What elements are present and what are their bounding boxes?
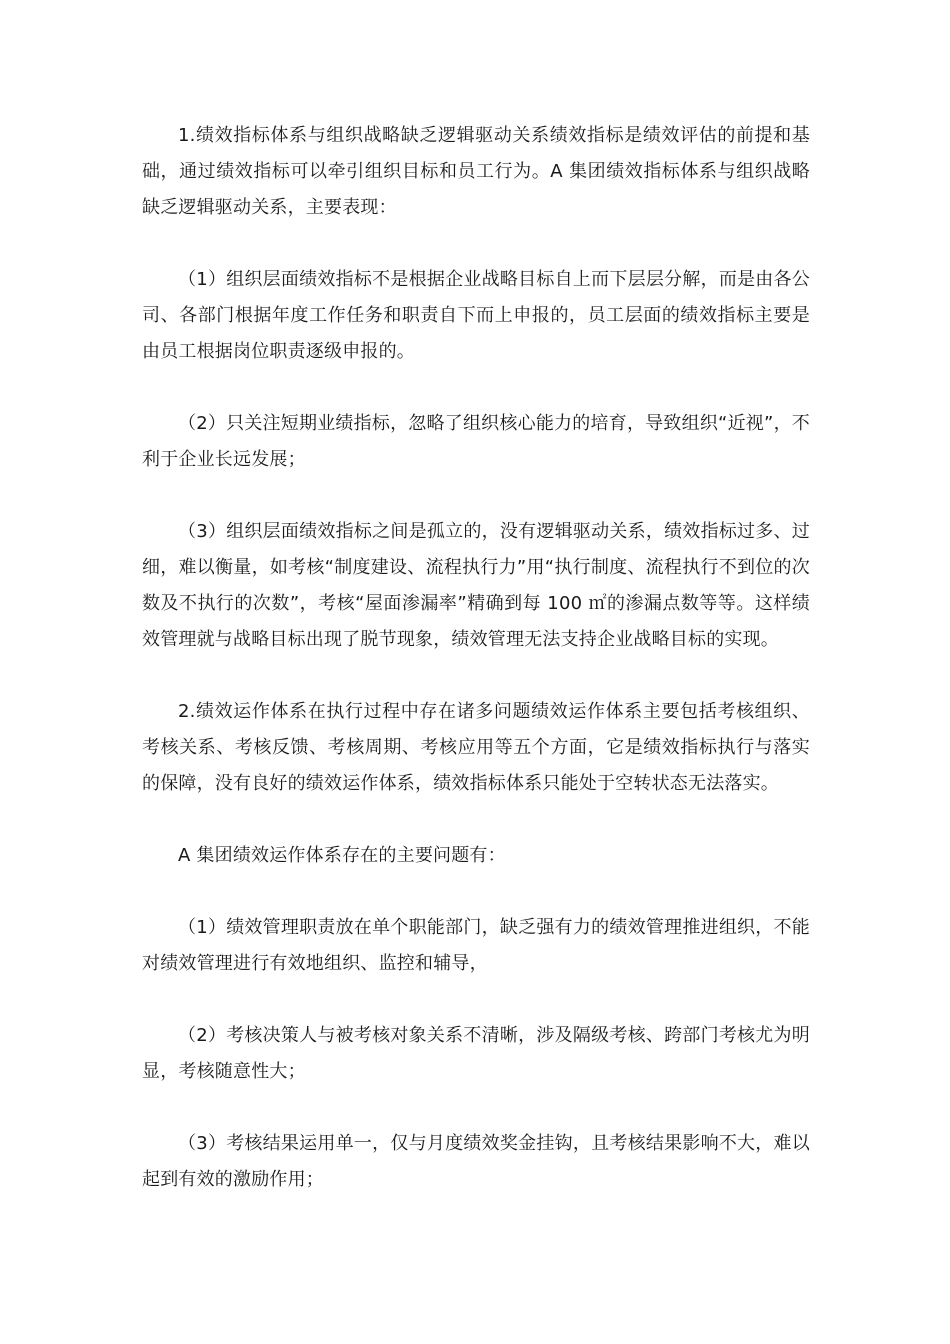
paragraph-2: （1）组织层面绩效指标不是根据企业战略目标自上而下层层分解，而是由各公司、各部门根据年度工作任务和职责自下而上申报的，员工层面的绩效指标主要是由员工根据岗位职责逐级申报的。 <box>142 269 810 362</box>
paragraph-4: （3）组织层面绩效指标之间是孤立的，没有逻辑驱动关系，绩效指标过多、过细，难以衡量，如考核“制度建设、流程执行力”用“执行制度、流程执行不到位的次数及不执行的次数”，考核“屋面渗漏率”精确到每 100 ㎡的渗漏点数等等。这样绩效管理就与战略目标出现了脱节现象，绩效管理无法支持企业战略目标的实现。 <box>142 521 810 650</box>
paragraph-8: （2）考核决策人与被考核对象关系不清晰，涉及隔级考核、跨部门考核尤为明显，考核随意性大； <box>142 1025 810 1082</box>
document-body <box>142 118 810 1234</box>
paragraph-6: A 集团绩效运作体系存在的主要问题有： <box>178 845 506 866</box>
paragraph-9: （3）考核结果运用单一，仅与月度绩效奖金挂钩，且考核结果影响不大，难以起到有效的激励作用； <box>142 1133 810 1190</box>
paragraph-7: （1）绩效管理职责放在单个职能部门，缺乏强有力的绩效管理推进组织，不能对绩效管理进行有效地组织、监控和辅导， <box>142 917 810 974</box>
paragraph-1: 1.绩效指标体系与组织战略缺乏逻辑驱动关系绩效指标是绩效评估的前提和基础，通过绩效指标可以牵引组织目标和员工行为。A 集团绩效指标体系与组织战略缺乏逻辑驱动关系，主要表现： <box>142 125 810 218</box>
paragraph-5: 2.绩效运作体系在执行过程中存在诸多问题绩效运作体系主要包括考核组织、考核关系、考核反馈、考核周期、考核应用等五个方面，它是绩效指标执行与落实的保障，没有良好的绩效运作体系，绩效指标体系只能处于空转状态无法落实。 <box>142 701 810 794</box>
paragraph-3: （2）只关注短期业绩指标，忽略了组织核心能力的培育，导致组织“近视”，不利于企业长远发展； <box>142 413 810 470</box>
